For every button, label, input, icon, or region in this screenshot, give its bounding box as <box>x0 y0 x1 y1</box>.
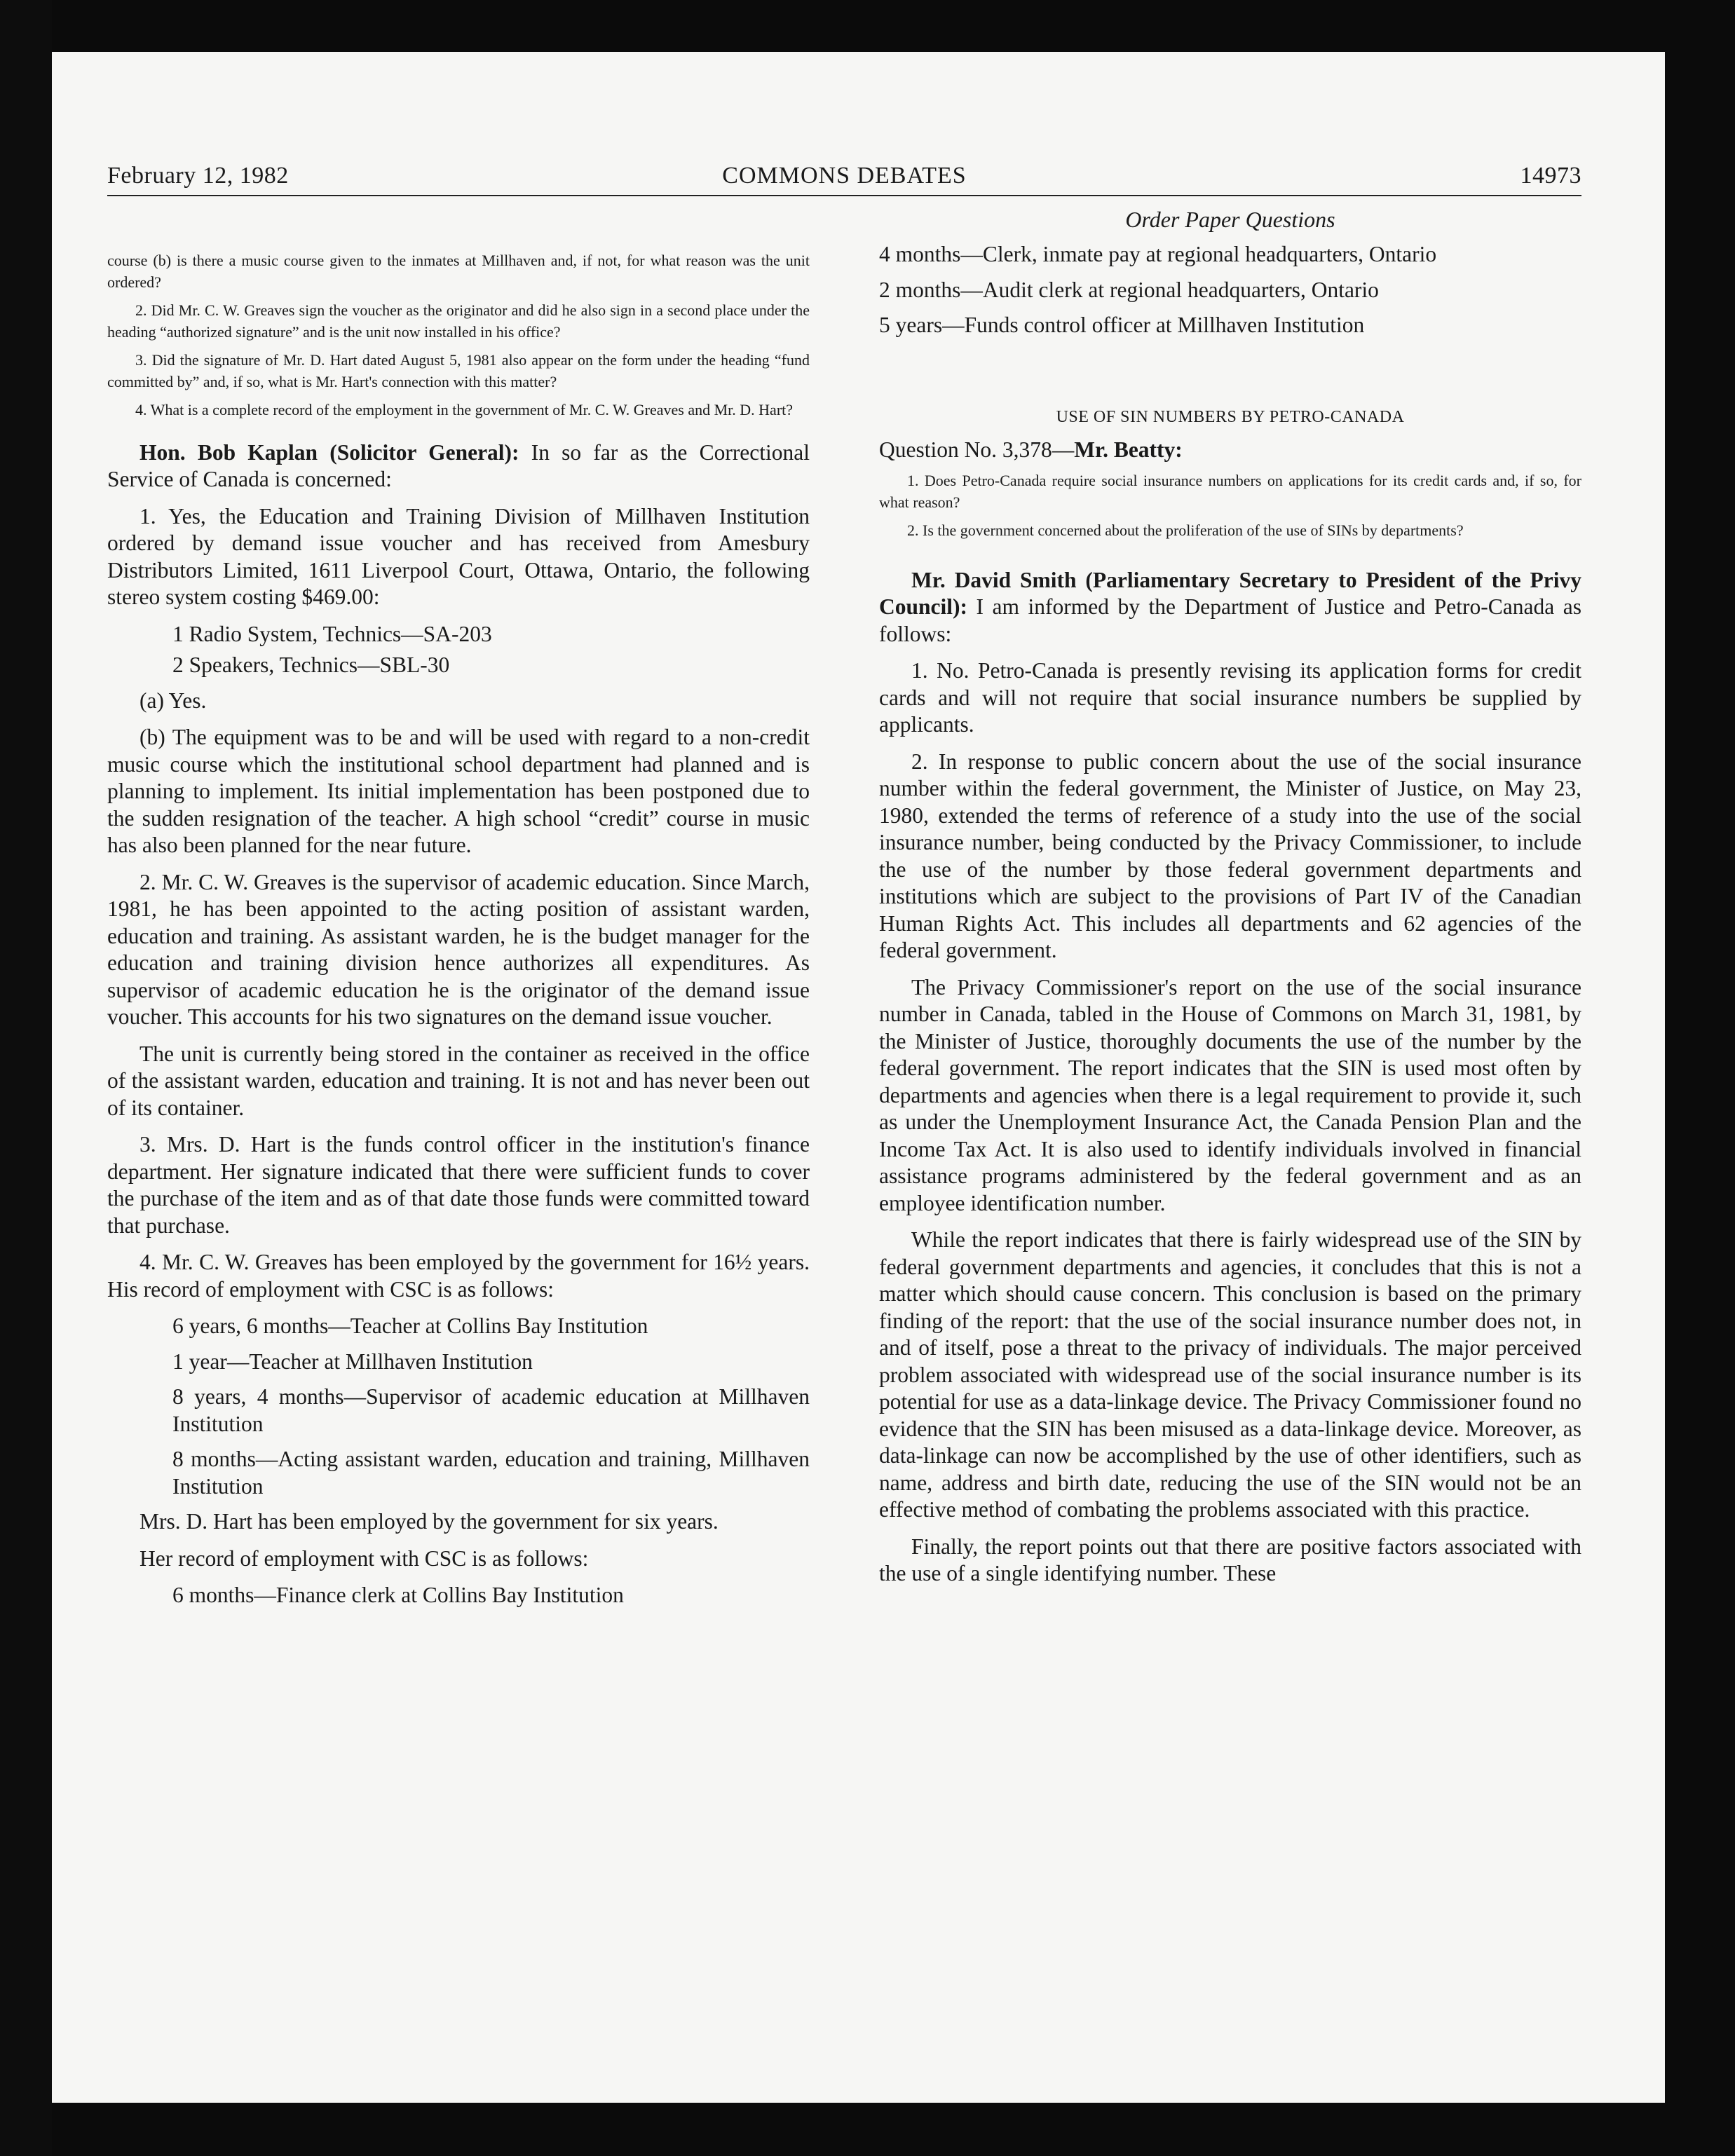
header-rule <box>107 195 1581 196</box>
question-text: 2. Did Mr. C. W. Greaves sign the voucher as the originator and did he also sign in a second place under the heading “authorized signature” and is the unit now installed in his office? <box>107 301 810 341</box>
answer-intro-text: In so far as the Correctional Service of Canada is concerned: <box>107 439 810 491</box>
question-text: 4. What is a complete record of the employment in the government of Mr. C. W. Greaves and Mr. D. Hart? <box>135 401 794 418</box>
header-date: February 12, 1982 <box>107 163 289 189</box>
speaker-name: Mr. David Smith (Parliamentary Secretary to President of the Privy Council): <box>879 567 1581 619</box>
employment-record-item: 8 years, 4 months—Supervisor of academic education at Millhaven Institution <box>172 1384 810 1436</box>
answer-paragraph: 1. Yes, the Education and Training Division of Millhaven Institution ordered by demand issue voucher and has received from Amesbury Distributors Limited, 1611 Liverpool Court, Ottawa, Ontario, the following stereo system costing $469.00: <box>107 503 810 609</box>
answer-paragraph: 3. Mrs. D. Hart is the funds control officer in the institution's finance department. Her signature indicated that there were sufficient funds to cover the purchase of the item and as of that date those funds were committed toward that purchase. <box>107 1132 810 1238</box>
answer-paragraph: The unit is currently being stored in the container as received in the office of the assistant warden, education and training. It is not and has never been out of its container. <box>107 1041 810 1120</box>
employment-record-item: 2 months—Audit clerk at regional headquarters, Ontario <box>879 277 1379 302</box>
employment-record-item: 8 months—Acting assistant warden, education and training, Millhaven Institution <box>172 1447 810 1499</box>
section-heading: USE OF SIN NUMBERS BY PETRO-CANADA <box>1056 407 1405 426</box>
employment-record-item: 4 months—Clerk, inmate pay at regional headquarters, Ontario <box>879 242 1437 266</box>
order-paper-heading: Order Paper Questions <box>1125 207 1335 232</box>
question-text: 3. Did the signature of Mr. D. Hart dated August 5, 1981 also appear on the form under the heading “fund committed by” and, if so, what is Mr. Hart's connection with this matter? <box>107 351 810 390</box>
answer-paragraph: 2. In response to public concern about the use of the social insurance number within the federal government, the Minister of Justice, on May 23, 1980, extended the terms of reference of a study into the use of the social insurance number, being conducted by the Privacy Commissioner, to include the use of the number by those federal government departments and institutions which are subject to the provisions of Part IV of the Canadian Human Rights Act. This includes all departments and 62 agencies of the federal government. <box>879 749 1581 962</box>
header-title: COMMONS DEBATES <box>722 163 967 189</box>
answer-intro <box>879 567 1581 648</box>
answer-intro-text: I am informed by the Department of Justice and Petro-Canada as follows: <box>879 594 1581 646</box>
answer-paragraph: (b) The equipment was to be and will be used with regard to a non-credit music course which the institutional school department had planned and is planning to implement. Its initial implementation has been postponed due to the sudden resignation of the teacher. A high school “credit” course in music has also been planned for the near future. <box>107 725 810 857</box>
scan-border-top <box>52 0 1735 52</box>
employment-record-item: 6 months—Finance clerk at Collins Bay Institution <box>172 1583 624 1607</box>
question-member: Mr. Beatty: <box>1074 437 1183 462</box>
answer-paragraph: Mrs. D. Hart has been employed by the government for six years. <box>140 1509 719 1534</box>
equipment-item: 1 Radio System, Technics—SA-203 <box>172 621 492 646</box>
answer-paragraph: 4. Mr. C. W. Greaves has been employed by the government for 16½ years. His record of employment with CSC is as follows: <box>107 1250 810 1302</box>
employment-record-item: 5 years—Funds control officer at Millhaven Institution <box>879 313 1365 337</box>
answer-paragraph: Finally, the report points out that there are positive factors associated with the use of a single identifying number. These <box>879 1534 1581 1585</box>
scan-border-left <box>0 0 52 2156</box>
left-column <box>107 207 810 1618</box>
right-column <box>879 207 1581 1597</box>
running-header <box>107 163 1581 195</box>
employment-record-item: 1 year—Teacher at Millhaven Institution <box>172 1349 533 1374</box>
header-page-number: 14973 <box>1520 163 1581 189</box>
equipment-item: 2 Speakers, Technics—SBL-30 <box>172 653 450 677</box>
answer-intro <box>107 439 810 493</box>
answer-paragraph: 2. Mr. C. W. Greaves is the supervisor of academic education. Since March, 1981, he has been appointed to the acting position of assistant warden, education and training. As assistant warden, he is the budget manager for the education and training division hence authorizes all expenditures. As supervisor of academic education he is the originator of the demand issue voucher. This accounts for his two signatures on the demand issue voucher. <box>107 869 810 1029</box>
employment-record-item: 6 years, 6 months—Teacher at Collins Bay Institution <box>172 1314 648 1338</box>
answer-paragraph: Her record of employment with CSC is as follows: <box>140 1546 589 1571</box>
question-text: 1. Does Petro-Canada require social insurance numbers on applications for its credit cards and, if so, for what reason? <box>879 472 1581 511</box>
answer-paragraph: While the report indicates that there is fairly widespread use of the SIN by federal government departments and agencies, it concludes that this is not a matter which should cause concern. This conclusion is based on the primary finding of the report: that the use of the social insurance number does not, in and of itself, pose a threat to the privacy of individuals. The major perceived problem associated with widespread use of the social insurance number is its potential for use as a data-linkage device. The Privacy Commissioner found no evidence that the SIN has been misused as a data-linkage device. Moreover, as data-linkage can now be accomplished by the use of other identifiers, such as name, address and birth date, reducing the use of the SIN would not be an effective method of combating the problems associated with this practice. <box>879 1227 1581 1522</box>
question-line <box>879 437 1581 464</box>
question-number: Question No. 3,378— <box>879 437 1075 462</box>
answer-paragraph: 1. No. Petro-Canada is presently revising its application forms for credit cards and will not require that social insurance numbers be supplied by applicants. <box>879 658 1581 737</box>
speaker-name: Hon. Bob Kaplan (Solicitor General): <box>140 439 519 465</box>
scan-border-bottom <box>52 2103 1735 2156</box>
question-text: 2. Is the government concerned about the proliferation of the use of SINs by departments? <box>907 521 1464 539</box>
question-text: course (b) is there a music course given to the inmates at Millhaven and, if not, for what reason was the unit ordered? <box>107 252 810 291</box>
scan-border-right <box>1665 0 1735 2156</box>
answer-paragraph: (a) Yes. <box>140 688 207 713</box>
answer-paragraph: The Privacy Commissioner's report on the use of the social insurance number in Canada, tabled in the House of Commons on March 31, 1981, by the Minister of Justice, thoroughly documents the use of the number by the federal government. The report indicates that the SIN is used most often by departments and agencies when there is a legal requirement to provide it, such as under the Unemployment Insurance Act, the Canada Pension Plan and the Income Tax Act. It is also used to identify individuals involved in financial assistance programs administered by the federal government and as an employee identification number. <box>879 974 1581 1215</box>
